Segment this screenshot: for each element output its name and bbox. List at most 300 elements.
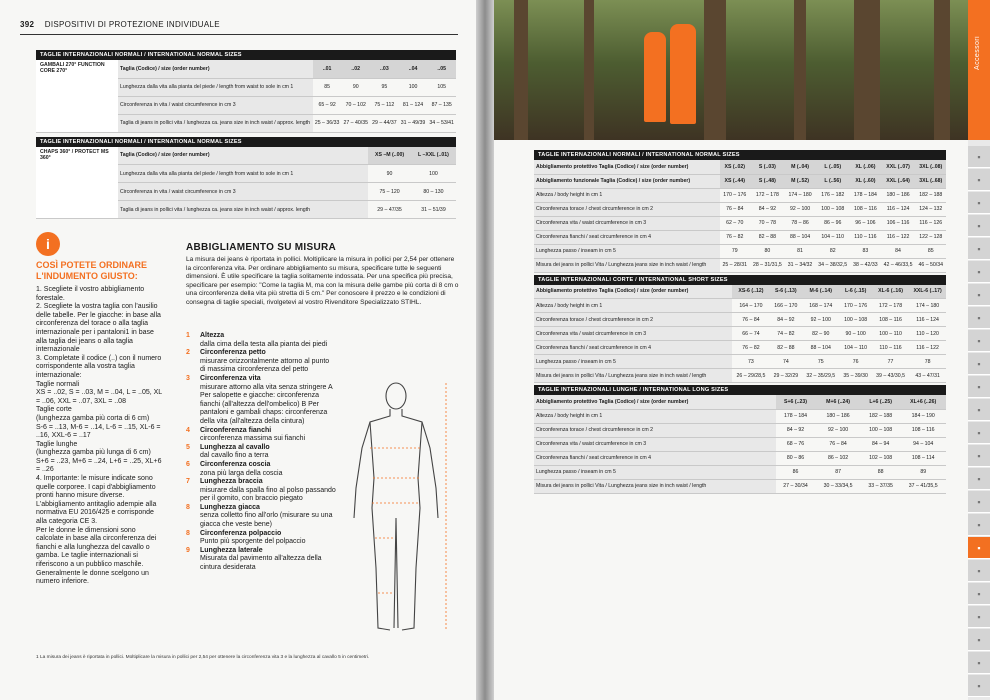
measure-number: 1 [186,332,190,339]
row-label: Circonferenza fianchi / seat circumference in cm 4 [534,451,776,465]
table-row [534,409,946,423]
measure-item [186,461,336,478]
size-column: M+6 (..24) [815,395,861,409]
side-category-icon[interactable]: ▪ [968,192,990,214]
cell: 84 [881,244,916,258]
table-header-row [36,147,456,165]
cell: 100 [399,78,428,96]
cell: 170 – 176 [839,299,871,313]
step-line: 1. Scegliete il vostro abbigliamento forestale. [36,286,145,302]
side-category-icon[interactable]: ▪ [968,399,990,421]
measure-desc: dalla cima della testa alla pianta dei piedi [200,340,328,348]
measure-list [186,332,336,573]
measure-desc: misurare orizzontalmente attorno al punto di massima circonferenza del petto [200,357,330,374]
row-label: Circonferenza vita / waist circumference in cm 3 [534,216,720,230]
custom-text: La misura dei jeans è riportata in pollici. Moltiplicare la misura in pollici per 2,54 per ottenere la circonferenza vita. Per ordinare abbigliamento su misura, specificare tutte le seguenti dimensioni. È utile specificare la taglia solitamente indossata. Per una specifica più precisa, specificare per esempio: "Come la taglia M, ma con la misura delle gambe più corta di 8 cm o una circonferenza della vita più stretta di 5 cm." Per conoscere il prezzo e le condizioni di consegna di taglie speciali, rivolgetevi al vostro Rivenditore Specializzato STIHL. [186,256,459,306]
table-row [534,327,946,341]
left-page [0,0,476,700]
size-column: M (..52) [785,174,815,188]
cell: 122 – 128 [916,230,946,244]
cell: 172 – 178 [872,299,909,313]
cell: 116 – 122 [881,230,916,244]
measure-number: 6 [186,460,190,468]
header-label: Abbigliamento funzionale Taglia (Codice) / size (order number) [534,174,720,188]
forest-photo [494,0,972,140]
table-header-row [534,160,946,174]
table-row [534,355,946,369]
side-category-icon[interactable]: ▪ [968,307,990,329]
cell: 105 [427,78,456,96]
row-label: Circonferenza in vita / waist circumference in cm 3 [118,96,313,114]
row-label: Circonferenza torace / chest circumference in cm 2 [534,423,776,437]
cell: 73 [732,355,769,369]
cell: 94 – 104 [900,437,946,451]
left-size-tables [36,50,456,219]
header-label: Abbigliamento protettivo Taglia (Codice) / size (order number) [534,160,720,174]
measure-item [186,478,336,504]
row-label: Altezza / body height in cm 1 [534,299,732,313]
measure-item [186,332,336,349]
cell: 124 – 132 [916,202,946,216]
cell: 78 [909,355,946,369]
cell: 110 – 116 [850,230,880,244]
side-category-icon[interactable]: ▪ [968,376,990,398]
cell: 100 – 108 [861,423,901,437]
cell: 37 – 41/35,5 [900,479,946,493]
cell: 87 – 135 [427,96,456,114]
side-category-icon[interactable]: ▪ [968,629,990,651]
step-line: S+6 = ..23, M+6 = ..24, L+6 = ..25, XL+6 = ..26 [36,457,162,474]
cell: 90 [341,78,370,96]
cell: 76 – 84 [720,202,750,216]
step-line: Taglie corte [36,406,72,414]
size-column: ..03 [370,60,399,78]
measure-desc: dal cavallo fino a terra [200,452,269,460]
right-size-tables [534,150,946,494]
cell: 164 – 170 [732,299,769,313]
measure-name: Lunghezza laterale [200,546,263,554]
side-category-icon[interactable]: ▪ [968,514,990,536]
cell: 178 – 184 [776,409,816,423]
measure-number: 4 [186,426,190,434]
row-label: Taglia di jeans in pollici vita / lunghezza ca. jeans size in inch waist / approx. length [118,114,313,132]
cell: 82 – 88 [770,341,802,355]
measure-number: 2 [186,349,190,357]
side-category-icon[interactable]: ▪ [968,583,990,605]
row-label: Misura dei jeans in pollici Vita / Lunghezza jeans size in inch waist / length [534,258,720,272]
cell: 104 – 110 [839,341,871,355]
cell: 174 – 180 [785,188,815,202]
cell: 46 – 50/34 [916,258,946,272]
size-column: 3XL (..68) [916,174,946,188]
footnote: 1 La misura dei jeans è riportata in pollici. Moltiplicare la misura in pollici per 2,54 per ottenere la circonferenza vita 3 e la lunghezza al cavallo 5 in centimetri. [36,655,370,660]
measure-item [186,547,336,573]
cell: 81 [785,244,815,258]
cell: 66 – 74 [732,327,769,341]
size-column: S+6 (..23) [776,395,816,409]
measure-name: Circonferenza polpaccio [200,529,282,537]
cell: 80 – 130 [411,183,456,201]
cell: 81 – 124 [399,96,428,114]
header-label: Taglia (Codice) / size (order number) [118,60,313,78]
cell: 74 [770,355,802,369]
cell: 82 [815,244,850,258]
size-table [36,147,456,220]
cell: 100 – 110 [872,327,909,341]
cell: 88 [861,465,901,479]
cell: 86 – 96 [815,216,850,230]
cell: 34 – 38/32,5 [815,258,850,272]
side-category-icon[interactable]: ▪ [968,215,990,237]
cell: 116 – 124 [881,202,916,216]
table-title: TAGLIE INTERNAZIONALI LUNGHE / INTERNATIONAL LONG SIZES [534,385,946,395]
row-label: Taglia di jeans in pollici vita / lunghezza ca. jeans size in inch waist / approx. length [118,201,368,219]
cell: 84 – 92 [776,423,816,437]
cell: 166 – 170 [770,299,802,313]
size-column: ..04 [399,60,428,78]
right-page [494,0,990,700]
measure-desc: Punto più sporgente del polpaccio [200,538,306,546]
step-line: XS = ..02, S = ..03, M = ..04, L = ..05, XL = ..06, XXL = ..07, 3XL = ..08 [36,389,162,405]
table-row [534,437,946,451]
row-label: Lunghezza passo / inseam in cm 5 [534,465,776,479]
table-row [534,299,946,313]
size-column: L+6 (..25) [861,395,901,409]
measure-number: 8 [186,529,190,537]
cell: 86 – 102 [815,451,861,465]
page-header [20,20,220,29]
order-guide-steps [36,286,162,587]
measure-name: Lunghezza al cavallo [200,443,270,451]
measure-name: Circonferenza coscia [200,460,271,468]
cell: 28 – 31/31,5 [750,258,785,272]
custom-title: ABBIGLIAMENTO SU MISURA [186,242,337,253]
size-column: XL (..06) [850,160,880,174]
table-row [534,258,946,272]
cell: 102 – 108 [861,451,901,465]
cell: 82 – 88 [750,230,785,244]
side-category-icon[interactable]: ▪ [968,284,990,306]
cell: 100 – 108 [815,202,850,216]
size-column: L-6 (..15) [839,285,871,299]
side-category-icon[interactable]: ▪ [968,675,990,697]
measure-item [186,375,336,427]
side-category-icon[interactable]: ▪ [968,146,990,168]
size-column: XS (..02) [720,160,750,174]
size-column: XS –M (..00) [368,147,411,165]
info-icon: i [36,232,60,256]
measure-name: Lunghezza giacca [200,503,260,511]
measure-number: 9 [186,546,190,554]
cell: 108 – 116 [850,202,880,216]
side-category-icon[interactable]: ▪ [968,606,990,628]
measure-desc: misurare dalla spalla fino al polso passando per il gomito, con braccio piegato [200,486,336,503]
cell: 180 – 186 [815,409,861,423]
side-category-icon[interactable]: ▪ [968,652,990,674]
cell: 85 [313,78,342,96]
cell: 75 – 120 [368,183,411,201]
side-category-icon[interactable]: ▪ [968,560,990,582]
cell: 176 – 182 [815,188,850,202]
cell: 89 [900,465,946,479]
cell: 90 – 100 [839,327,871,341]
cell: 170 – 176 [720,188,750,202]
cell: 80 – 86 [776,451,816,465]
side-category-icon[interactable]: ▪ [968,445,990,467]
cell: 25 – 36/33 [313,114,342,132]
cell: 76 – 84 [732,313,769,327]
size-column: S (..48) [750,174,785,188]
cell: 84 – 94 [861,437,901,451]
measure-name: Circonferenza petto [200,349,266,357]
cell: 87 [815,465,861,479]
size-column: 3XL (..08) [916,160,946,174]
table-row [534,465,946,479]
side-category-icon[interactable]: ▪ [968,330,990,352]
table-row [534,313,946,327]
table-row [534,479,946,493]
cell: 76 [839,355,871,369]
row-label: Lunghezza dalla vita alla pianta del piede / length from waist to sole in cm 1 [118,165,368,183]
measure-item [186,427,336,444]
measure-item [186,530,336,547]
cell: 75 [802,355,839,369]
cell: 35 – 39/30 [839,369,871,383]
cell: 88 – 104 [802,341,839,355]
product-name: GAMBALI 270° FUNCTION CORE 270° [36,60,118,132]
row-label: Circonferenza torace / chest circumference in cm 2 [534,313,732,327]
cell: 182 – 188 [916,188,946,202]
side-category-icon[interactable]: ▪ [968,169,990,191]
cell: 96 – 106 [850,216,880,230]
measure-item [186,504,336,530]
cell: 90 [368,165,411,183]
row-label: Lunghezza dalla vita alla pianta del piede / length from waist to sole in cm 1 [118,78,313,96]
header-label: Abbigliamento protettivo Taglia (Codice) / size (order number) [534,395,776,409]
size-column: ..01 [313,60,342,78]
row-label: Lunghezza passo / inseam in cm 5 [534,355,732,369]
measure-name: Lunghezza braccia [200,478,263,486]
table-row [534,423,946,437]
size-column: ..02 [341,60,370,78]
cell: 106 – 116 [881,216,916,230]
cell: 92 – 100 [802,313,839,327]
cell: 39 – 43/30,5 [872,369,909,383]
measure-name: Altezza [200,332,225,339]
cell: 38 – 42/33 [850,258,880,272]
row-label: Circonferenza vita / waist circumference in cm 3 [534,327,732,341]
cell: 100 [411,165,456,183]
measure-desc: zona più larga della coscia [200,469,283,477]
row-label: Lunghezza passo / inseam in cm 5 [534,244,720,258]
side-category-icon[interactable]: ▪ [968,537,990,559]
cell: 29 – 47/35 [368,201,411,219]
cell: 86 [776,465,816,479]
cell: 116 – 126 [916,216,946,230]
cell: 33 – 37/35 [861,479,901,493]
page-number: 392 [20,20,35,29]
cell: 42 – 46/33,5 [881,258,916,272]
cell: 31 – 51/39 [411,201,456,219]
size-column: XS (..44) [720,174,750,188]
header-label: Abbigliamento protettivo Taglia (Codice) / size (order number) [534,285,732,299]
cell: 184 – 190 [900,409,946,423]
size-table [534,160,946,273]
header-divider [20,34,458,35]
section-title: DISPOSITIVI DI PROTEZIONE INDIVIDUALE [44,20,220,29]
cell: 34 – 53/41 [427,114,456,132]
cell: 76 – 82 [720,230,750,244]
cell: 76 – 84 [815,437,861,451]
table-row [534,341,946,355]
size-column: XXL (..64) [881,174,916,188]
cell: 29 – 44/37 [370,114,399,132]
row-label: Misura dei jeans in pollici Vita / Lunghezza jeans size in inch waist / length [534,369,732,383]
table-header-row [534,285,946,299]
table-title: TAGLIE INTERNAZIONALI NORMALI / INTERNATIONAL NORMAL SIZES [36,137,456,147]
cell: 88 – 104 [785,230,815,244]
cell: 68 – 76 [776,437,816,451]
cell: 77 [872,355,909,369]
row-label: Altezza / body height in cm 1 [534,188,720,202]
step-line: Per le donne le dimensioni sono calcolate in base alla circonferenza dei fianchi e alla lunghezza del cavallo o gamba. Le taglie internazionali si riferiscono a un pubblico maschile. Generalmente le donne scelgono un numero inferiore. [36,526,157,586]
cell: 43 – 47/31 [909,369,946,383]
table-title: TAGLIE INTERNAZIONALI CORTE / INTERNATIONAL SHORT SIZES [534,275,946,285]
cell: 27 – 30/34 [776,479,816,493]
cell: 65 – 92 [313,96,342,114]
measure-desc: circonferenza massima sui fianchi [200,435,306,443]
size-column: L (..56) [815,174,850,188]
cell: 84 – 92 [750,202,785,216]
size-column: XS-6 (..12) [732,285,769,299]
side-category-icon[interactable]: ▪ [968,422,990,444]
side-tab-strip [968,0,990,700]
cell: 108 – 116 [872,313,909,327]
step-line: 2. Scegliete la vostra taglia con l'ausilio delle tabelle. Per le giacche: in base alla circonferenza del torace o alla taglia internazionale per i pantaloni1 in base alla taglia dei jeans o alla taglia internazionale [36,303,161,354]
cell: 92 – 100 [815,423,861,437]
cell: 62 – 70 [720,216,750,230]
side-tab-label: Accessori [974,36,981,70]
cell: 76 – 82 [732,341,769,355]
cell: 180 – 186 [881,188,916,202]
size-column: XL-6 (..16) [872,285,909,299]
size-column: XL+6 (..26) [900,395,946,409]
table-title: TAGLIE INTERNAZIONALI NORMALI / INTERNATIONAL NORMAL SIZES [36,50,456,60]
cell: 29 – 32/29 [770,369,802,383]
table-row [534,216,946,230]
row-label: Circonferenza fianchi / seat circumference in cm 4 [534,230,720,244]
step-line: (lunghezza gamba più lunga di 6 cm) [36,449,151,457]
step-line: 3. Completate il codice (..) con il numero corrispondente alla vostra taglia internazionale: [36,354,162,379]
cell: 70 – 78 [750,216,785,230]
order-guide-title: COSÌ POTETE ORDINARE L'INDUMENTO GIUSTO: [36,260,148,281]
size-column: XXL-6 (..17) [909,285,946,299]
measure-number: 7 [186,478,190,486]
size-column: L (..05) [815,160,850,174]
size-column: L –XXL (..01) [411,147,456,165]
table-header-row [36,60,456,78]
measure-name: Circonferenza fianchi [200,426,272,434]
cell: 95 [370,78,399,96]
cell: 100 – 108 [839,313,871,327]
step-line: (lunghezza gamba più corta di 6 cm) [36,414,150,422]
cell: 31 – 34/32 [785,258,815,272]
cell: 168 – 174 [802,299,839,313]
body-figure [340,378,452,648]
size-table [534,285,946,384]
cell: 31 – 49/39 [399,114,428,132]
header-label: Taglia (Codice) / size (order number) [118,147,368,165]
size-column: ..05 [427,60,456,78]
side-category-icon[interactable]: ▪ [968,468,990,490]
cell: 83 [850,244,880,258]
measure-number: 3 [186,374,190,382]
cell: 85 [916,244,946,258]
cell: 30 – 33/34,5 [815,479,861,493]
table-row [534,451,946,465]
side-category-icon[interactable]: ▪ [968,353,990,375]
cell: 174 – 180 [909,299,946,313]
table-row [534,244,946,258]
cell: 70 – 102 [341,96,370,114]
cell: 74 – 82 [770,327,802,341]
measure-desc: senza colletto fino all'orlo (misurare su una giacca che veste bene) [200,512,333,529]
measure-desc: Misurata dal pavimento all'altezza della cintura desiderata [200,555,322,572]
measure-desc: misurare attorno alla vita senza stringere A Per salopette e giacche: circonferenza fianchi (all'altezza dell'ombelico) B Per pantaloni e gambali chaps: circonferenza della vita (all'altezza della cintura) [200,383,333,425]
size-column: M (..04) [785,160,815,174]
side-category-icon[interactable]: ▪ [968,491,990,513]
cell: 116 – 124 [909,313,946,327]
table-title: TAGLIE INTERNAZIONALI NORMALI / INTERNATIONAL NORMAL SIZES [534,150,946,160]
measure-number: 5 [186,443,190,451]
side-tab-accessori[interactable] [968,0,990,140]
table-row [534,188,946,202]
cell: 108 – 114 [900,451,946,465]
size-column: S-6 (..13) [770,285,802,299]
book-gutter [476,0,494,700]
product-name: CHAPS 360° / PROTECT MS 360° [36,147,118,219]
cell: 84 – 92 [770,313,802,327]
size-column: S (..03) [750,160,785,174]
table-header-row [534,174,946,188]
table-row [534,369,946,383]
cell: 78 – 86 [785,216,815,230]
table-row [534,202,946,216]
cell: 79 [720,244,750,258]
side-category-icon[interactable]: ▪ [968,261,990,283]
measure-item [186,349,336,375]
measure-name: Circonferenza vita [200,374,261,382]
step-line: S-6 = ..13, M-6 = ..14, L-6 = ..15, XL-6 = ..16, XXL-6 = ..17 [36,423,161,440]
cell: 75 – 112 [370,96,399,114]
cell: 116 – 122 [909,341,946,355]
row-label: Circonferenza vita / waist circumference in cm 3 [534,437,776,451]
cell: 178 – 184 [850,188,880,202]
size-table [36,60,456,133]
table-header-row [534,395,946,409]
step-line: Taglie normali [36,380,80,388]
row-label: Misura dei jeans in pollici Vita / Lunghezza jeans size in inch waist / length [534,479,776,493]
table-row [534,230,946,244]
cell: 82 – 90 [802,327,839,341]
cell: 25 – 28/31 [720,258,750,272]
side-category-icon[interactable]: ▪ [968,238,990,260]
cell: 172 – 178 [750,188,785,202]
row-label: Circonferenza torace / chest circumference in cm 2 [534,202,720,216]
cell: 110 – 116 [872,341,909,355]
cell: 92 – 100 [785,202,815,216]
row-label: Circonferenza fianchi / seat circumference in cm 4 [534,341,732,355]
